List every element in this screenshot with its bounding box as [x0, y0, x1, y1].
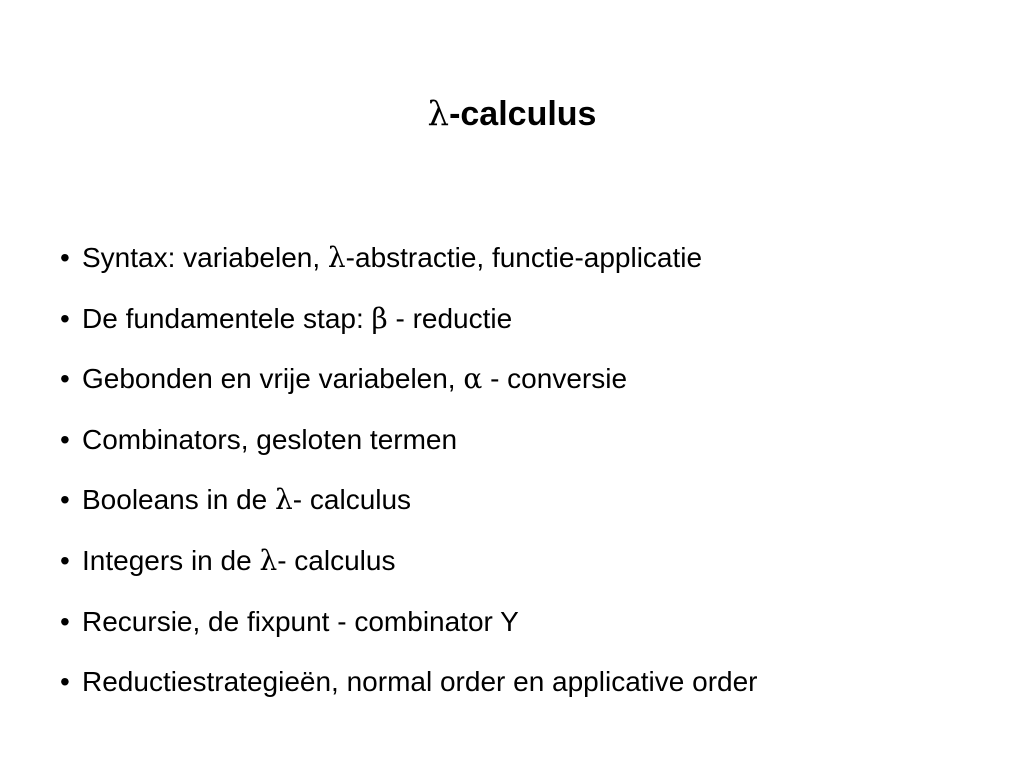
bullet-text-after: - reductie [387, 302, 513, 334]
lambda-symbol: λ [275, 483, 293, 517]
bullet-text-after: - calculus [277, 544, 396, 576]
bullet-item-booleans [60, 480, 1000, 520]
bullet-text: Combinators, gesloten termen [82, 423, 458, 455]
bullet-item-syntax [60, 238, 1000, 278]
bullet-text-before: De fundamentele stap: [82, 302, 372, 334]
bullet-icon: • [60, 302, 70, 334]
bullet-text-after: - calculus [292, 484, 412, 516]
bullet-text-before: Syntax: variabelen, [82, 242, 328, 273]
bullet-text-before: Gebonden en vrije variabelen, [82, 363, 464, 395]
bullet-item-beta-reductie [60, 299, 1000, 339]
title-text: -calculus [449, 95, 597, 133]
bullet-text-before: Booleans in de [82, 484, 276, 516]
lambda-symbol: λ [327, 241, 346, 274]
bullet-list [60, 238, 1000, 723]
title-lambda-symbol: λ [427, 94, 450, 134]
bullet-icon: • [60, 423, 70, 455]
alpha-symbol: α [463, 362, 483, 396]
bullet-text-after: -abstractie, functie-applicatie [345, 242, 703, 273]
bullet-icon: • [60, 363, 70, 395]
bullet-icon: • [60, 666, 70, 698]
bullet-text-after: - conversie [482, 363, 628, 395]
bullet-text-before: Integers in de [82, 544, 260, 576]
bullet-icon: • [60, 605, 70, 637]
bullet-item-reductiestrategieen [60, 662, 1000, 702]
lambda-symbol: λ [259, 543, 278, 577]
bullet-icon: • [60, 242, 70, 273]
slide-title [0, 92, 1024, 136]
beta-symbol: β [371, 301, 388, 335]
bullet-item-integers [60, 541, 1000, 581]
bullet-item-combinators [60, 420, 1000, 460]
bullet-icon: • [60, 484, 70, 516]
bullet-item-recursie [60, 602, 1000, 642]
bullet-text: Reductiestrategieën, normal order en applicative order [82, 666, 758, 698]
bullet-text: Recursie, de fixpunt - combinator Y [82, 605, 519, 637]
bullet-item-alpha-conversie [60, 359, 1000, 399]
bullet-icon: • [60, 544, 70, 576]
